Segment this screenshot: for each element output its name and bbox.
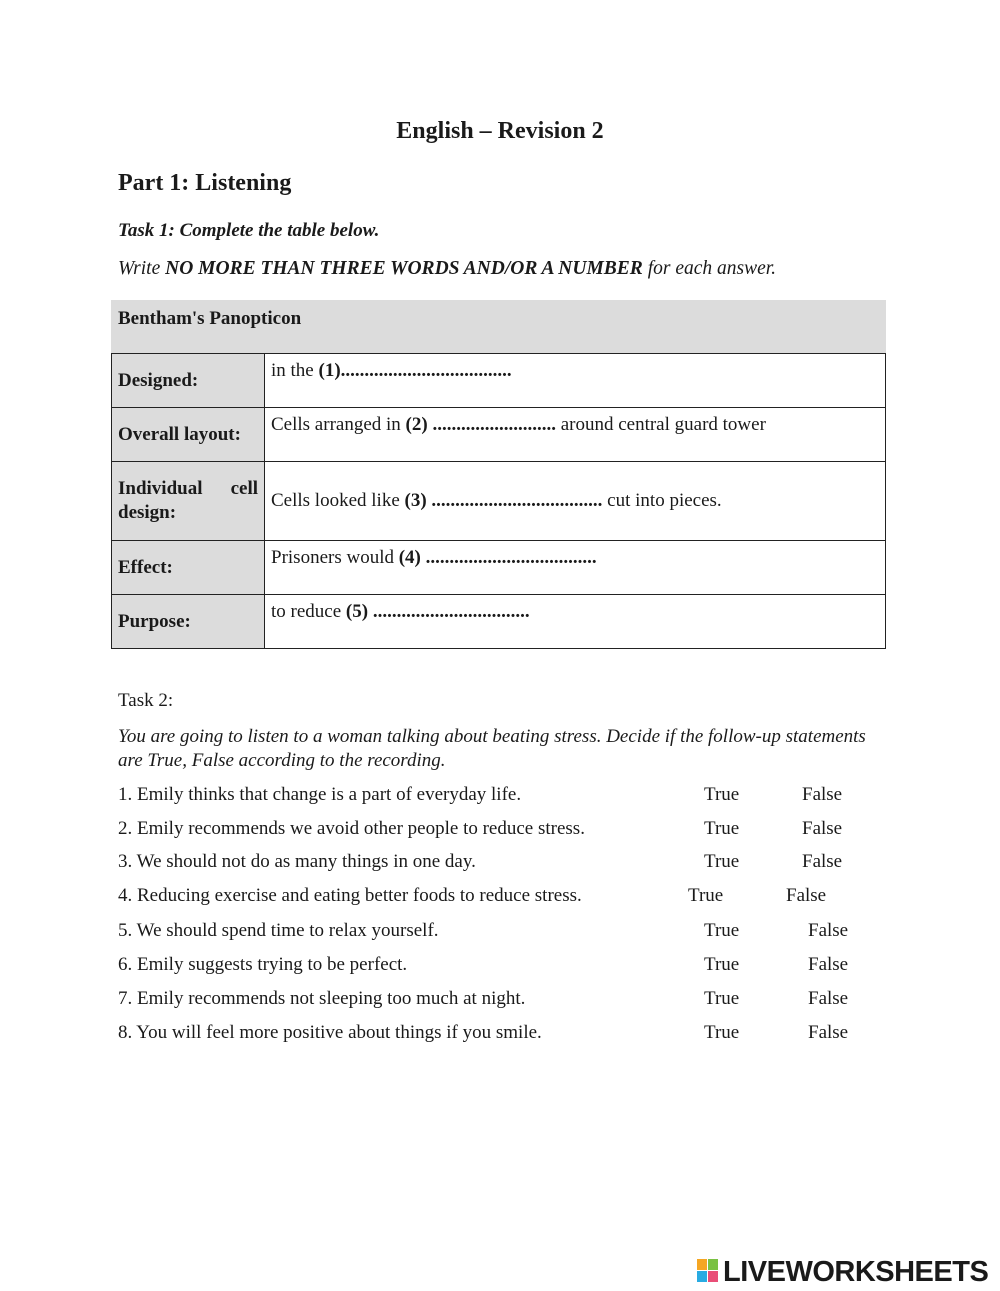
statement: 7. Emily recommends not sleeping too much at night. xyxy=(118,988,526,1009)
document-title: English – Revision 2 xyxy=(396,118,604,144)
answer-blank[interactable]: ................................. xyxy=(368,601,530,622)
blank-number: (5) xyxy=(345,601,369,622)
panopticon-table xyxy=(111,353,886,649)
row-label: Effect: xyxy=(112,541,265,595)
row-value: Prisoners would (4) .................................... xyxy=(265,541,886,595)
blank-number: (4) xyxy=(398,547,421,568)
row-value: to reduce (5) ................................. xyxy=(265,595,886,649)
true-option[interactable]: True xyxy=(688,885,724,906)
row-label: Designed: xyxy=(112,354,265,408)
table-title: Bentham's Panopticon xyxy=(118,308,302,329)
row-label: Purpose: xyxy=(112,595,265,649)
part-heading: Part 1: Listening xyxy=(118,170,292,196)
logo-text: LIVEWORKSHEETS xyxy=(723,1256,989,1288)
table-title-bar xyxy=(111,300,886,353)
table-row xyxy=(112,541,886,595)
true-option[interactable]: True xyxy=(704,851,740,872)
false-option[interactable]: False xyxy=(808,920,849,941)
table-row xyxy=(112,595,886,649)
statement: 1. Emily thinks that change is a part of everyday life. xyxy=(118,784,522,805)
row-value: in the (1).................................... xyxy=(265,354,886,408)
table-row xyxy=(112,462,886,541)
statement: 3. We should not do as many things in one day. xyxy=(118,851,476,872)
answer-blank[interactable]: .......................... xyxy=(427,414,556,435)
answer-blank[interactable]: .................................... xyxy=(426,490,603,511)
false-option[interactable]: False xyxy=(808,1022,849,1043)
true-option[interactable]: True xyxy=(704,954,740,975)
answer-blank[interactable]: .................................... xyxy=(420,547,597,568)
answer-blank[interactable]: .................................... xyxy=(340,360,512,381)
statement: 4. Reducing exercise and eating better foods to reduce stress. xyxy=(118,885,582,906)
row-value: Cells arranged in (2) .......................... around central guard tower xyxy=(265,408,886,462)
true-option[interactable]: True xyxy=(704,920,740,941)
task1-heading: Task 1: Complete the table below. xyxy=(118,220,380,241)
table-row xyxy=(112,354,886,408)
statement: 2. Emily recommends we avoid other people to reduce stress. xyxy=(118,818,585,839)
true-option[interactable]: True xyxy=(704,784,740,805)
row-label: Individual cell design: xyxy=(112,462,265,541)
blank-number: (3) xyxy=(404,490,427,511)
true-option[interactable]: True xyxy=(704,1022,740,1043)
task2-instruction: You are going to listen to a woman talking about beating stress. Decide if the follow-up statements are True, False according to the recording. xyxy=(118,726,866,771)
blank-number: (1) xyxy=(318,360,341,381)
true-option[interactable]: True xyxy=(704,818,740,839)
statement: 8. You will feel more positive about things if you smile. xyxy=(118,1022,542,1043)
true-option[interactable]: True xyxy=(704,988,740,1009)
word-limit: NO MORE THAN THREE WORDS AND/OR A NUMBER xyxy=(165,258,643,279)
false-option[interactable]: False xyxy=(802,818,843,839)
false-option[interactable]: False xyxy=(786,885,827,906)
row-label: Overall layout: xyxy=(112,408,265,462)
liveworksheets-logo-icon xyxy=(697,1259,719,1283)
row-value: Cells looked like (3) .................................... cut into pieces. xyxy=(265,462,886,541)
false-option[interactable]: False xyxy=(808,954,849,975)
blank-number: (2) xyxy=(405,414,428,435)
statement: 6. Emily suggests trying to be perfect. xyxy=(118,954,408,975)
table-row xyxy=(112,408,886,462)
false-option[interactable]: False xyxy=(808,988,849,1009)
task2-heading: Task 2: xyxy=(118,690,174,711)
statement: 5. We should spend time to relax yourself. xyxy=(118,920,439,941)
false-option[interactable]: False xyxy=(802,851,843,872)
false-option[interactable]: False xyxy=(802,784,843,805)
task1-instruction: Write NO MORE THAN THREE WORDS AND/OR A NUMBER for each answer. xyxy=(118,258,777,279)
